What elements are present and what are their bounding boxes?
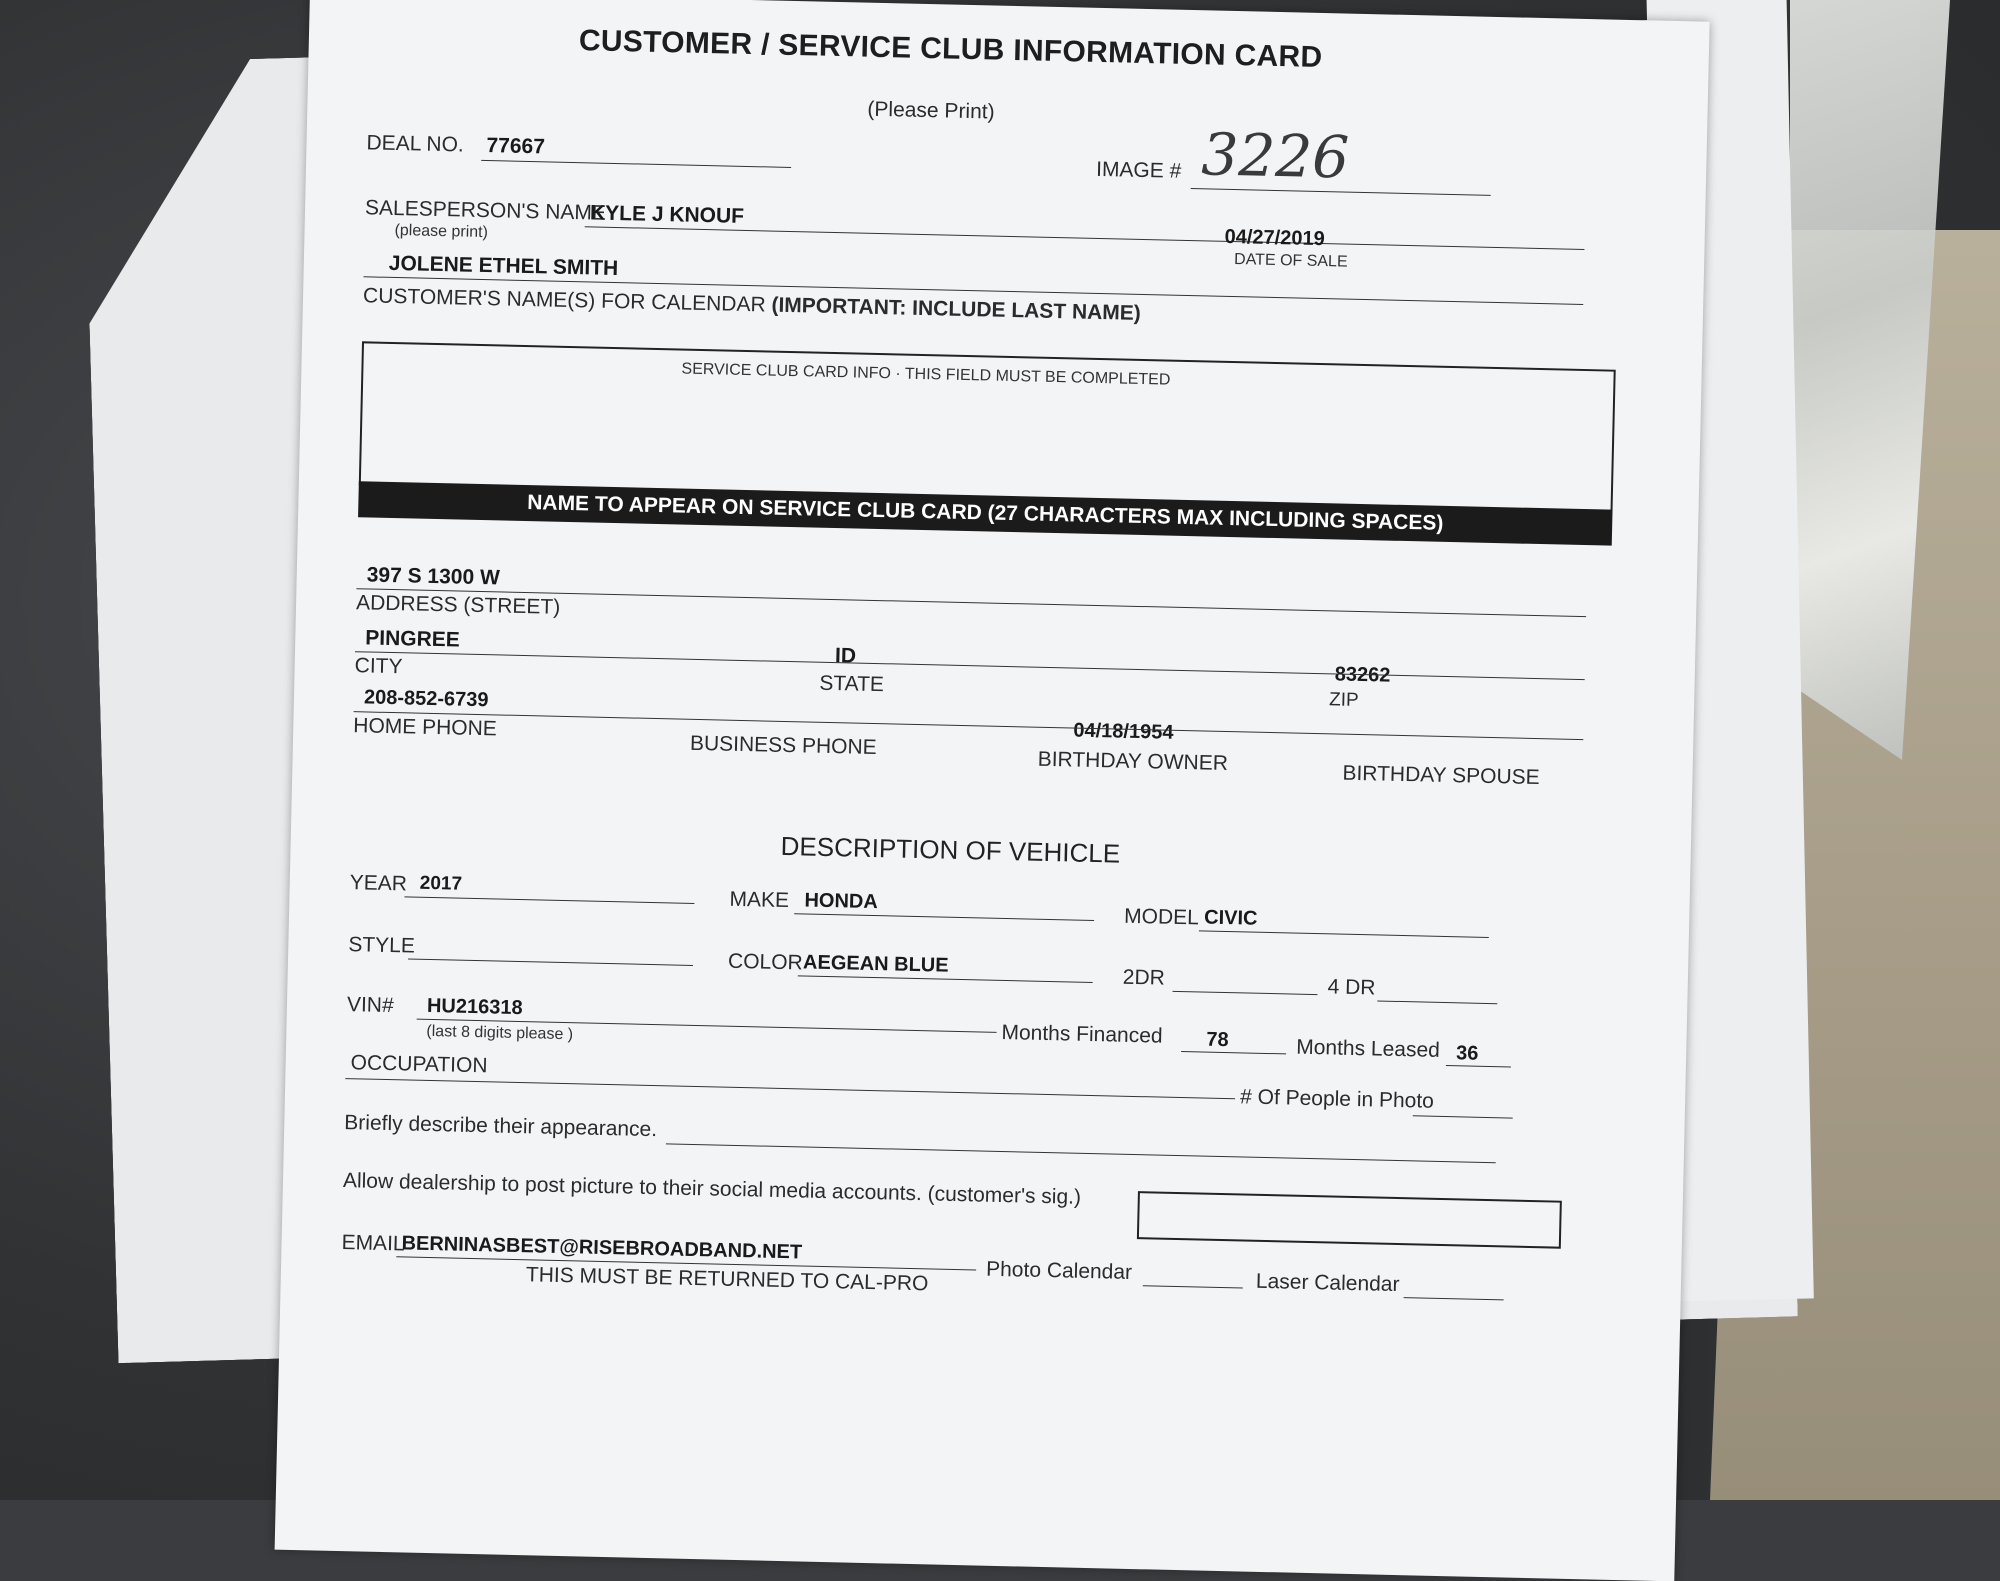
information-card-form bbox=[275, 0, 1710, 1581]
state-label: STATE bbox=[819, 671, 885, 697]
address-value[interactable]: 397 S 1300 W bbox=[366, 563, 501, 590]
birthday-spouse-label: BIRTHDAY SPOUSE bbox=[1342, 761, 1540, 790]
business-phone-label: BUSINESS PHONE bbox=[689, 731, 877, 760]
salesperson-line bbox=[585, 226, 1585, 250]
occupation-line[interactable] bbox=[345, 1078, 1235, 1099]
style-label: STYLE bbox=[348, 933, 416, 958]
service-club-box-label: SERVICE CLUB CARD INFO · THIS FIELD MUST BE COMPLETED bbox=[681, 360, 1171, 389]
form-title: CUSTOMER / SERVICE CLUB INFORMATION CARD bbox=[578, 24, 1323, 74]
vehicle-section-heading: DESCRIPTION OF VEHICLE bbox=[780, 830, 1121, 869]
date-of-sale-label: DATE OF SALE bbox=[1233, 251, 1348, 271]
form-subtitle: (Please Print) bbox=[867, 97, 995, 124]
make-value[interactable]: HONDA bbox=[804, 889, 879, 914]
image-no-handwritten[interactable]: 3226 bbox=[1200, 120, 1350, 192]
birthday-owner-label: BIRTHDAY OWNER bbox=[1037, 747, 1229, 776]
style-line[interactable] bbox=[408, 958, 693, 965]
year-value[interactable]: 2017 bbox=[419, 872, 463, 895]
color-label: COLOR bbox=[727, 949, 804, 975]
months-financed-value[interactable]: 78 bbox=[1206, 1028, 1229, 1052]
phones-line bbox=[354, 711, 1584, 740]
two-door-label: 2DR bbox=[1122, 965, 1166, 990]
deal-no-label: DEAL NO. bbox=[366, 131, 465, 157]
customer-name-important-note: (IMPORTANT: INCLUDE LAST NAME) bbox=[771, 293, 1142, 325]
appearance-line[interactable] bbox=[666, 1143, 1496, 1163]
four-door-line[interactable] bbox=[1377, 1000, 1497, 1004]
four-door-label: 4 DR bbox=[1327, 975, 1376, 1000]
address-label: ADDRESS (STREET) bbox=[355, 591, 561, 619]
city-line bbox=[355, 651, 1585, 680]
appearance-label: Briefly describe their appearance. bbox=[344, 1111, 658, 1142]
people-in-photo-line[interactable] bbox=[1413, 1115, 1513, 1118]
customer-name-value[interactable]: JOLENE ETHEL SMITH bbox=[388, 251, 619, 281]
model-label: MODEL bbox=[1123, 904, 1200, 930]
date-of-sale-value[interactable]: 04/27/2019 bbox=[1224, 225, 1325, 251]
vin-label: VIN# bbox=[346, 993, 394, 1018]
customer-name-label: CUSTOMER'S NAME(S) FOR CALENDAR (IMPORTANT: INCLUDE LAST NAME) bbox=[362, 284, 1142, 325]
months-financed-label: Months Financed bbox=[1001, 1020, 1163, 1048]
occupation-label: OCCUPATION bbox=[350, 1051, 488, 1078]
make-label: MAKE bbox=[729, 887, 790, 913]
photo-calendar-line[interactable] bbox=[1143, 1285, 1243, 1288]
social-media-signature-box[interactable] bbox=[1137, 1191, 1562, 1249]
service-club-name-bar: NAME TO APPEAR ON SERVICE CLUB CARD (27 CHARACTERS MAX INCLUDING SPACES) bbox=[358, 481, 1612, 545]
social-media-label: Allow dealership to post picture to their social media accounts. (customer's sig.) bbox=[342, 1169, 1082, 1209]
year-label: YEAR bbox=[349, 871, 408, 896]
return-notice: THIS MUST BE RETURNED TO CAL-PRO bbox=[525, 1263, 929, 1296]
months-leased-value[interactable]: 36 bbox=[1455, 1042, 1479, 1065]
city-value[interactable]: PINGREE bbox=[365, 626, 461, 652]
vin-value[interactable]: HU216318 bbox=[426, 994, 523, 1020]
salesperson-value[interactable]: KYLE J KNOUF bbox=[589, 201, 745, 228]
model-value[interactable]: CIVIC bbox=[1203, 906, 1258, 930]
year-line bbox=[404, 896, 694, 904]
months-financed-line bbox=[1181, 1051, 1286, 1054]
email-label: EMAIL bbox=[341, 1231, 405, 1256]
color-value[interactable]: AEGEAN BLUE bbox=[802, 951, 949, 977]
city-label: CITY bbox=[354, 654, 403, 679]
salesperson-label: SALESPERSON'S NAME bbox=[364, 196, 607, 225]
deal-no-line bbox=[481, 160, 791, 168]
two-door-line[interactable] bbox=[1172, 991, 1317, 995]
state-value[interactable]: ID bbox=[834, 644, 857, 668]
people-in-photo-label: # Of People in Photo bbox=[1239, 1085, 1435, 1113]
home-phone-label: HOME PHONE bbox=[353, 714, 498, 741]
months-leased-label: Months Leased bbox=[1296, 1035, 1441, 1062]
months-leased-line bbox=[1446, 1065, 1511, 1067]
model-line bbox=[1199, 930, 1489, 938]
home-phone-value[interactable]: 208-852-6739 bbox=[363, 686, 489, 712]
photo-calendar-label: Photo Calendar bbox=[985, 1257, 1133, 1284]
image-no-label: IMAGE # bbox=[1095, 157, 1182, 183]
zip-label: ZIP bbox=[1328, 689, 1359, 711]
birthday-owner-value[interactable]: 04/18/1954 bbox=[1073, 719, 1174, 744]
laser-calendar-label: Laser Calendar bbox=[1255, 1269, 1400, 1297]
vin-hint: (last 8 digits please ) bbox=[426, 1022, 574, 1044]
deal-no-value[interactable]: 77667 bbox=[486, 134, 546, 159]
laser-calendar-line[interactable] bbox=[1404, 1297, 1504, 1300]
email-value[interactable]: BERNINASBEST@RISEBROADBAND.NET bbox=[401, 1232, 803, 1264]
salesperson-hint: (please print) bbox=[394, 221, 489, 242]
make-line bbox=[794, 913, 1094, 921]
zip-value[interactable]: 83262 bbox=[1334, 663, 1391, 687]
